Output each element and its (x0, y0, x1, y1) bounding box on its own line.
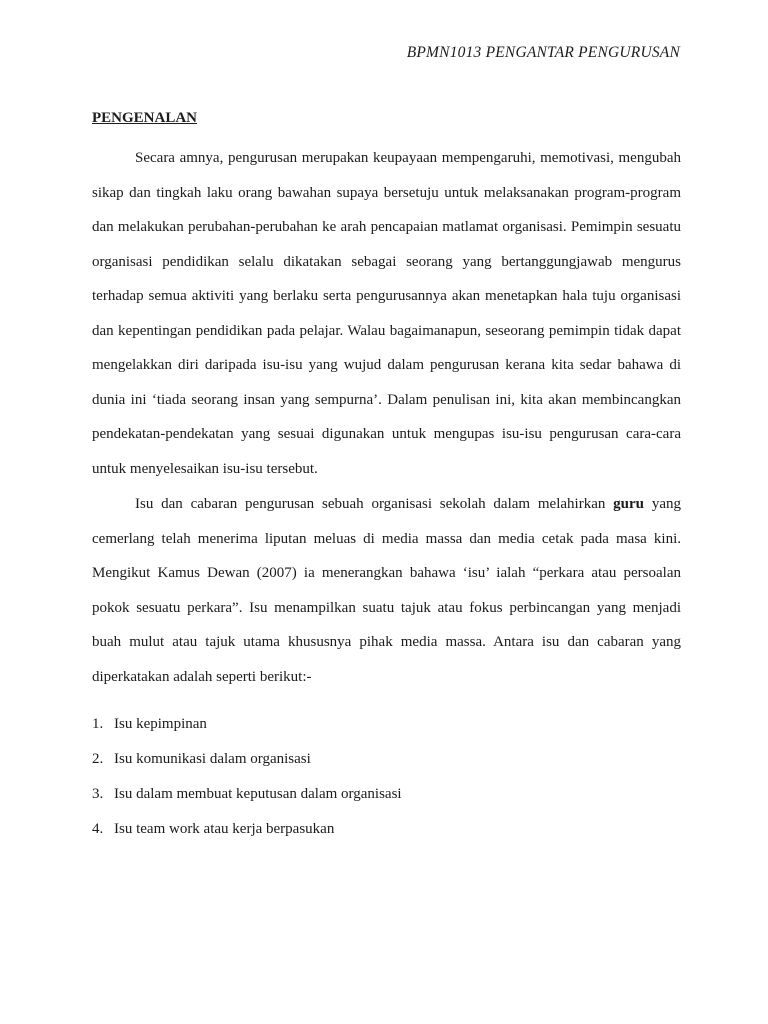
list-item (92, 742, 681, 777)
paragraph-introduction: Secara amnya, pengurusan merupakan keupayaan mempengaruhi, memotivasi, mengubah sikap dan tingkah laku orang bawahan supaya bersetuju untuk melaksanakan program-program dan melakukan perubahan-perubahan ke arah pencapaian matlamat organisasi. Pemimpin sesuatu organisasi pendidikan selalu dikatakan sebagai seorang yang bertanggungjawab mengurus terhadap semua aktiviti yang berlaku serta pengurusannya akan menetapkan hala tuju organisasi dan kepentingan pendidikan pada pelajar. Walau bagaimanapun, seseorang pemimpin tidak dapat mengelakkan diri daripada isu-isu yang wujud dalam pengurusan kerana kita sedar bahawa di dunia ini ‘tiada seorang insan yang sempurna’. Dalam penulisan ini, kita akan membincangkan pendekatan-pendekatan yang sesuai digunakan untuk mengupas isu-isu pengurusan cara-cara untuk menyelesaikan isu-isu tersebut. (92, 150, 681, 477)
list-item (92, 777, 681, 812)
list-item-number: 4. (92, 821, 104, 837)
paragraph-issues-text-end: yang cemerlang telah menerima liputan meluas di media massa dan media cetak pada masa kini. Mengikut Kamus Dewan (2007) ia menerangkan bahawa ‘isu’ ialah “perkara atau persoalan pokok sesuatu perkara”. Isu menampilkan suatu tajuk atau fokus perbincangan yang menjadi buah mulut atau tajuk utama khususnya pihak media massa. Antara isu dan cabaran yang diperkatakan adalah seperti berikut:- (92, 496, 681, 685)
list-item (92, 812, 681, 847)
list-item (92, 707, 681, 742)
section-heading: PENGENALAN (92, 110, 198, 126)
document-body (92, 107, 681, 847)
list-item-text: Isu kepimpinan (114, 716, 207, 732)
list-item-number: 3. (92, 786, 104, 802)
paragraph-issues-text-start: Isu dan cabaran pengurusan sebuah organisasi sekolah dalam melahirkan (135, 496, 614, 512)
running-header: BPMN1013 PENGANTAR PENGURUSAN (406, 44, 680, 61)
list-item-number: 1. (92, 716, 104, 732)
issues-list (92, 707, 681, 847)
list-item-text: Isu dalam membuat keputusan dalam organisasi (114, 786, 402, 802)
bold-term-guru: guru (613, 496, 645, 512)
list-item-text: Isu team work atau kerja berpasukan (114, 821, 335, 837)
list-item-text: Isu komunikasi dalam organisasi (114, 751, 311, 767)
paragraph-issues (92, 487, 681, 694)
list-item-number: 2. (92, 751, 104, 767)
